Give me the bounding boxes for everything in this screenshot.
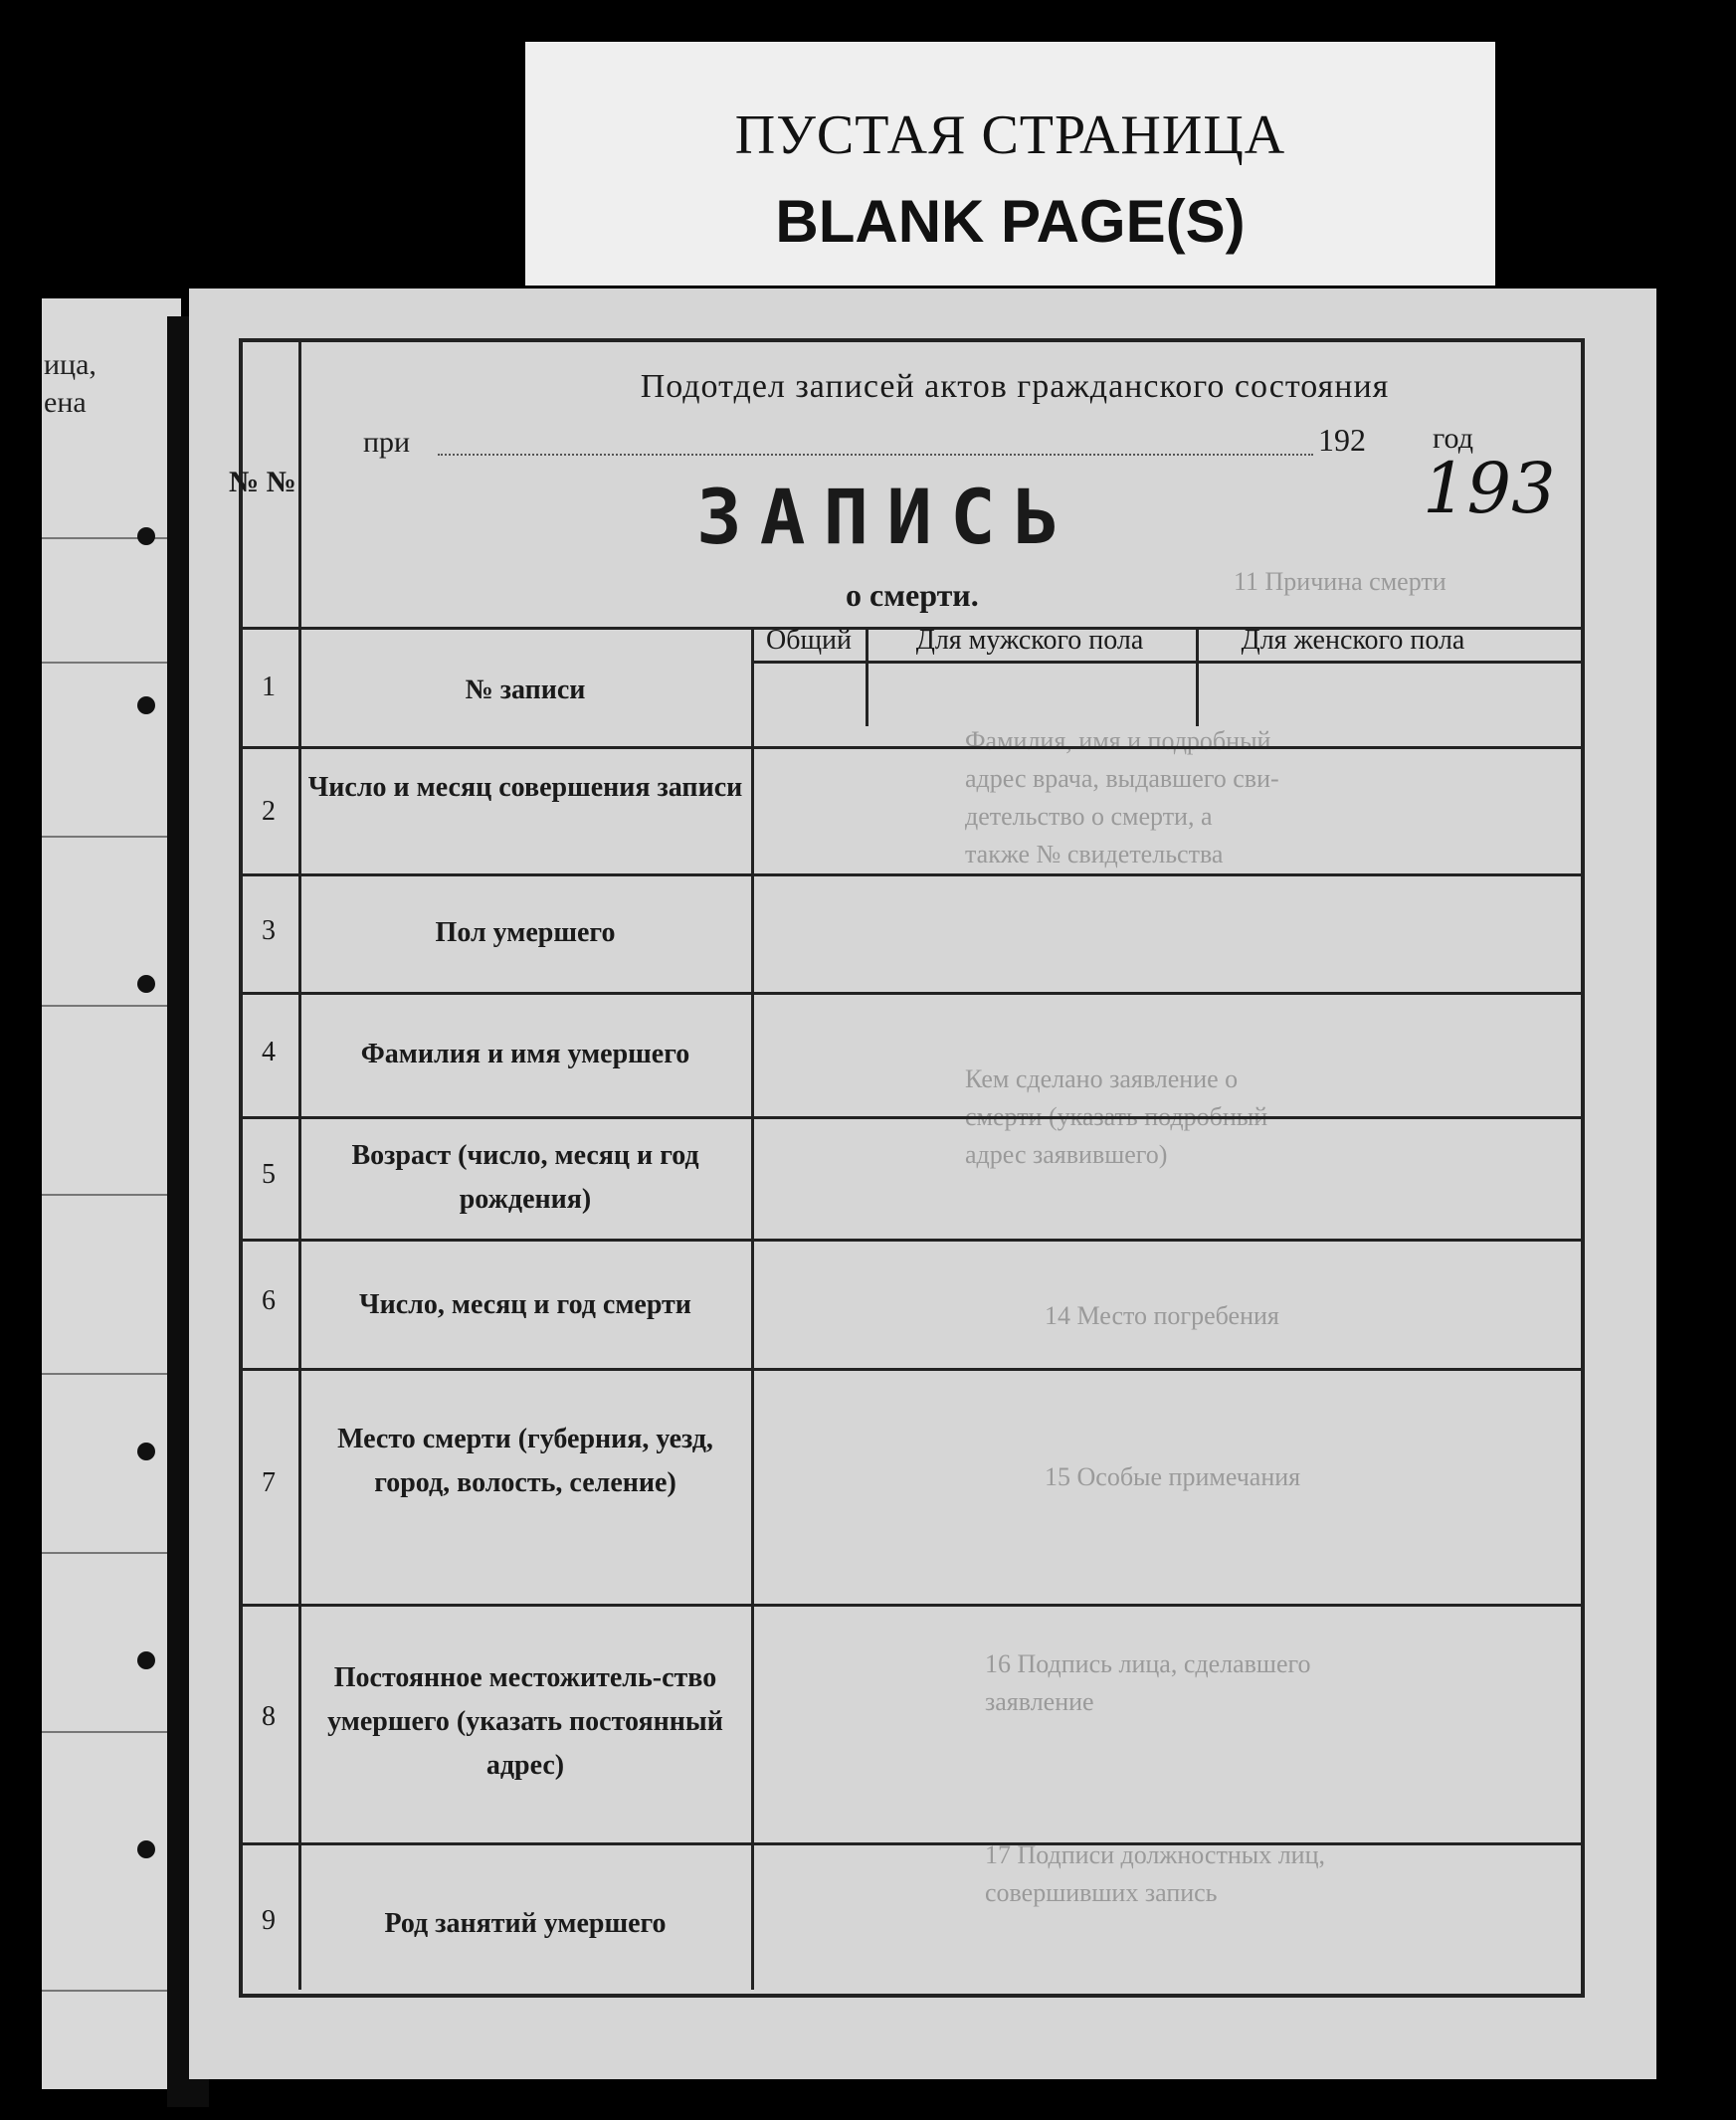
year-prefix: 192 [1318,422,1366,458]
row-number: 9 [262,1905,276,1936]
form-title: ЗАПИСЬ [696,473,1077,561]
row-label: № записи [465,675,586,705]
column-general: Общий [766,625,852,656]
blank-page-label [525,42,1495,286]
row-number: 1 [262,672,276,702]
handwritten-record-number: 193 [1423,448,1556,529]
column-male: Для мужского пола [915,625,1144,656]
binding-hole [137,1651,155,1669]
row-number: 7 [262,1467,276,1498]
binding-hole [137,696,155,714]
row-label: Род занятий умершего [384,1908,667,1939]
previous-page-edge [42,298,181,2089]
row-number: 6 [262,1285,276,1316]
row-label: Постоянное местожитель-ство умершего (указать постоянный адрес) [327,1662,723,1781]
binding-hole [137,975,155,993]
row-label: Фамилия и имя умершего [360,1039,690,1069]
left-fragment: ица, [44,348,96,381]
binding-hole [137,1443,155,1460]
binding-hole [137,527,155,545]
binding-hole [137,1840,155,1858]
row-number: 2 [262,796,276,827]
row-label: Число и месяц совершения записи [307,772,743,803]
left-fragment: ена [44,386,87,419]
pri-label: при [363,426,411,459]
row-label: Место смерти (губерния, уезд, город, волость, селение) [337,1424,713,1498]
row-number: 5 [262,1159,276,1190]
pri-dotted-line [438,454,1313,456]
form-subtitle: о смерти. [846,577,979,613]
row-label: Пол умершего [435,917,616,948]
number-label: № № [229,466,296,498]
row-label: Число, месяц и год смерти [359,1289,691,1320]
death-record-form: Подотдел записей актов гражданского состояния при 192 год № № 193 ЗАПИСЬ о смерти. 11 Причина смерти Фамилия, имя и подробный адрес врача, выдавшего сви- детельство о смерти, а также № свидетельства Кем сделано заявление о смерти (указать подробный адрес заявившего) 14 Место погребения 15 Особые примечания 16 Подпись лица, сделавшего заявление 17 Подписи должностных лиц, совершивших запись Общий Для мужского пола Для женского пола 1 2 3 4 5 6 7 8 9 № записи Число и месяц совершения записи Пол умершего Фамилия и имя умершего Возраст (число, месяц и год рождения) Число, месяц и год смерти Место смерти (губерния, уезд, город, волость, селение) Постоянное местожитель-ство умершего (указать постоянный адрес) Род занятий умершего [189,289,1656,2079]
form-header: Подотдел записей актов гражданского состояния [640,368,1390,405]
year-suffix: год [1433,422,1473,455]
label-english: BLANK PAGE(S) [775,188,1246,255]
label-russian: ПУСТАЯ СТРАНИЦА [734,104,1286,166]
row-label: Возраст (число, месяц и год рождения) [351,1140,699,1215]
row-number: 3 [262,915,276,946]
row-number: 4 [262,1037,276,1067]
row-number: 8 [262,1701,276,1732]
column-female: Для женского пола [1241,625,1465,656]
